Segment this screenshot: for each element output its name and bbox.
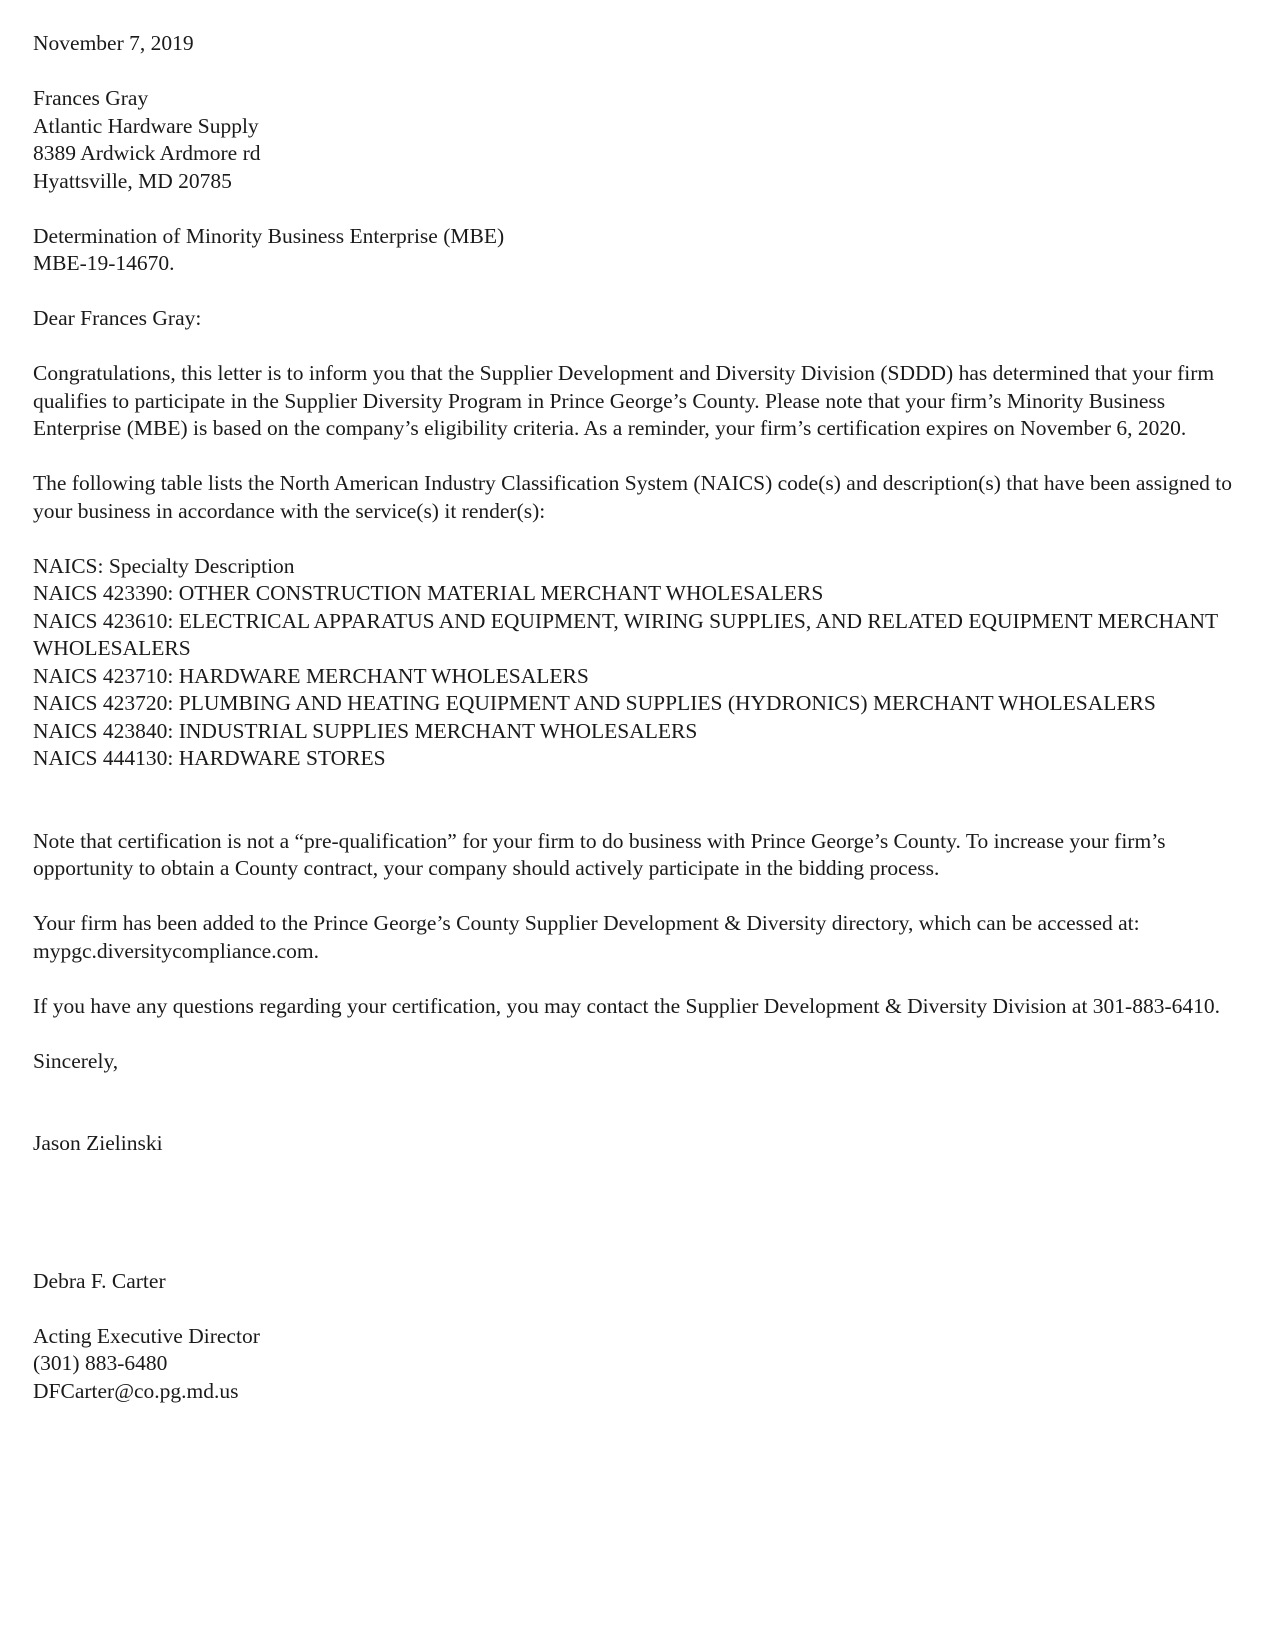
signer-2-details bbox=[33, 1323, 1243, 1406]
naics-item: NAICS 444130: HARDWARE STORES bbox=[33, 746, 386, 770]
recipient-city-state-zip: Hyattsville, MD 20785 bbox=[33, 168, 232, 193]
spacer bbox=[33, 1185, 1243, 1268]
date-text: November 7, 2019 bbox=[33, 31, 194, 55]
signer-2-name: Debra F. Carter bbox=[33, 1268, 166, 1293]
paragraph-contact: If you have any questions regarding your certification, you may contact the Supplier Development & Diversity Division at 301-883-6410. bbox=[33, 993, 1220, 1018]
subject-line-2: MBE-19-14670. bbox=[33, 251, 175, 275]
naics-item: NAICS 423390: OTHER CONSTRUCTION MATERIAL MERCHANT WHOLESALERS bbox=[33, 581, 824, 605]
recipient-address bbox=[33, 85, 1243, 195]
signer-2-name-block bbox=[33, 1268, 1243, 1296]
paragraph-prequalification-note: Note that certification is not a “pre-qualification” for your firm to do business with Prince George’s County. To increase your firm’s opportunity to obtain a County contract, your company should actively participate in the bidding process. bbox=[33, 828, 1166, 880]
paragraph-congratulations: Congratulations, this letter is to inform you that the Supplier Development and Diversity Division (SDDD) has determined that your firm qualifies to participate in the Supplier Diversity Program in Prince George’s County. Please note that your firm’s Minority Business Enterprise (MBE) is based on the company’s eligibility criteria. As a reminder, your firm’s certification expires on November 6, 2020. bbox=[33, 361, 1215, 440]
letter-page bbox=[33, 30, 1243, 1433]
naics-item: NAICS 423610: ELECTRICAL APPARATUS AND EQUIPMENT, WIRING SUPPLIES, AND RELATED EQUIPMENT MERCHANT WHOLESALERS bbox=[33, 608, 1223, 660]
salutation bbox=[33, 305, 1243, 333]
subject-line-1: Determination of Minority Business Enterprise (MBE) bbox=[33, 223, 505, 248]
naics-item: NAICS 423720: PLUMBING AND HEATING EQUIPMENT AND SUPPLIES (HYDRONICS) MERCHANT WHOLESALERS bbox=[33, 691, 1156, 715]
recipient-name: Frances Gray bbox=[33, 86, 149, 110]
recipient-street: 8389 Ardwick Ardmore rd bbox=[33, 141, 261, 165]
paragraph-naics-intro: The following table lists the North American Industry Classification System (NAICS) code(s) and description(s) that have been assigned to your business in accordance with the service(s) it render(s): bbox=[33, 471, 1232, 523]
spacer bbox=[33, 1103, 1243, 1131]
signer-1 bbox=[33, 1130, 1243, 1158]
signer-2-phone: (301) 883-6480 bbox=[33, 1351, 168, 1375]
naics-item: NAICS 423840: INDUSTRIAL SUPPLIES MERCHANT WHOLESALERS bbox=[33, 718, 698, 743]
paragraph-directory: Your firm has been added to the Prince George’s County Supplier Development & Diversity directory, which can be accessed at: mypgc.diversitycompliance.com. bbox=[33, 911, 1140, 963]
recipient-company: Atlantic Hardware Supply bbox=[33, 113, 259, 138]
naics-item: NAICS 423710: HARDWARE MERCHANT WHOLESALERS bbox=[33, 663, 589, 688]
naics-list bbox=[33, 553, 1243, 773]
naics-header: NAICS: Specialty Description bbox=[33, 553, 295, 578]
signer-2-email: DFCarter@co.pg.md.us bbox=[33, 1378, 239, 1403]
salutation-text: Dear Frances Gray: bbox=[33, 306, 202, 330]
closing-text: Sincerely, bbox=[33, 1048, 119, 1073]
closing bbox=[33, 1048, 1243, 1076]
spacer bbox=[33, 800, 1243, 828]
letter-date bbox=[33, 30, 1243, 58]
subject-block bbox=[33, 223, 1243, 278]
signer-2-title: Acting Executive Director bbox=[33, 1323, 260, 1348]
signer-1-name: Jason Zielinski bbox=[33, 1131, 163, 1155]
